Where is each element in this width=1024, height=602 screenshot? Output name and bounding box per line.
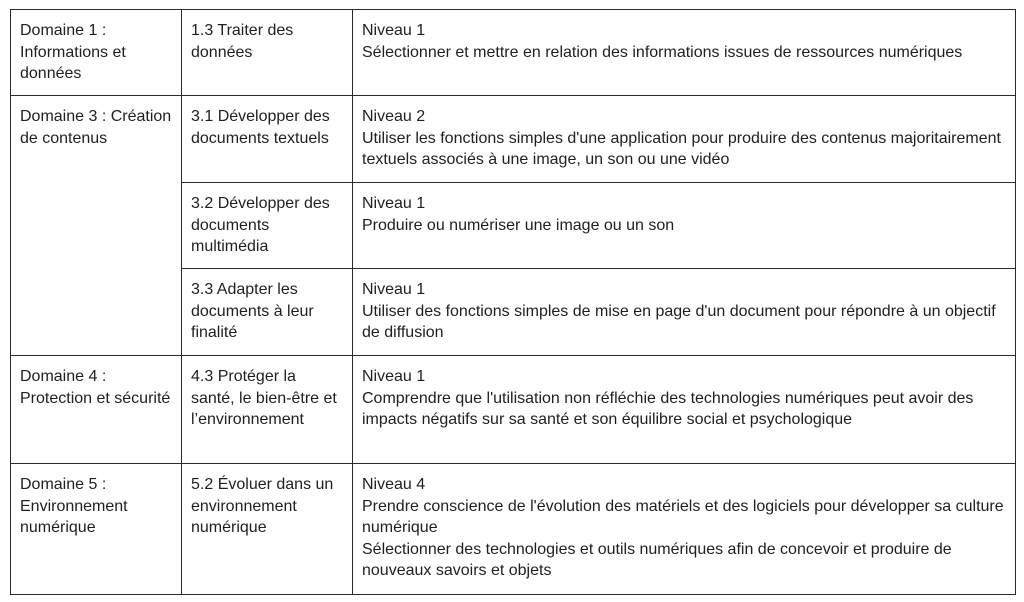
domain-cell [11, 464, 182, 595]
competence-label: 4.3 Protéger la santé, le bien-être et l’environnement [191, 368, 337, 428]
level-cell [353, 356, 1016, 464]
level-label: Niveau 1 [362, 368, 426, 385]
domain-label: Domaine 3 : Création de contenus [20, 108, 172, 147]
competence-label: 3.2 Développer des documents multimédia [191, 195, 330, 255]
level-cell [353, 269, 1016, 356]
competence-cell [182, 464, 353, 595]
level-cell [353, 183, 1016, 269]
table-row [11, 10, 1016, 96]
level-cell [353, 464, 1016, 595]
competence-label: 1.3 Traiter des données [191, 22, 294, 61]
competence-label: 3.3 Adapter les documents à leur finalité [191, 281, 314, 341]
level-description: Utiliser les fonctions simples d'une application pour produire des contenus majoritairement textuels associés à une image, un son ou une vidéo [362, 129, 1001, 168]
competence-label: 5.2 Évoluer dans un environnement numérique [191, 476, 334, 536]
level-description: Sélectionner et mettre en relation des informations issues de ressources numériques [362, 43, 963, 61]
competence-cell [182, 96, 353, 183]
competence-cell [182, 356, 353, 464]
competence-cell [182, 183, 353, 269]
domain-label: Domaine 1 : Informations et données [20, 22, 126, 82]
domain-label: Domaine 4 : Protection et sécurité [20, 368, 171, 407]
domain-cell [11, 356, 182, 464]
level-cell [353, 10, 1016, 96]
level-label: Niveau 1 [362, 281, 426, 298]
level-label: Niveau 1 [362, 195, 426, 212]
level-cell [353, 96, 1016, 183]
competence-label: 3.1 Développer des documents textuels [191, 108, 330, 147]
domain-label: Domaine 5 : Environnement numérique [20, 476, 128, 536]
table-row [11, 96, 1016, 183]
competence-cell [182, 269, 353, 356]
level-description: Comprendre que l'utilisation non réfléchie des technologies numériques peut avoir des impacts négatifs sur sa santé et son équilibre social et psychologique [362, 389, 974, 428]
level-description: Utiliser des fonctions simples de mise en page d'un document pour répondre à un objectif de diffusion [362, 302, 996, 341]
level-description: Sélectionner des technologies et outils numériques afin de concevoir et produire de nouveaux savoirs et objets [362, 540, 952, 579]
level-label: Niveau 1 [362, 22, 426, 39]
competences-table [10, 9, 1016, 595]
competence-cell [182, 10, 353, 96]
domain-cell [11, 96, 182, 356]
level-label: Niveau 2 [362, 108, 426, 125]
table-row [11, 464, 1016, 595]
table-row [11, 356, 1016, 464]
level-description: Produire ou numériser une image ou un son [362, 216, 675, 234]
domain-cell [11, 10, 182, 96]
level-description: Prendre conscience de l'évolution des matériels et des logiciels pour développer sa culture numérique [362, 497, 1004, 536]
level-label: Niveau 4 [362, 476, 426, 493]
